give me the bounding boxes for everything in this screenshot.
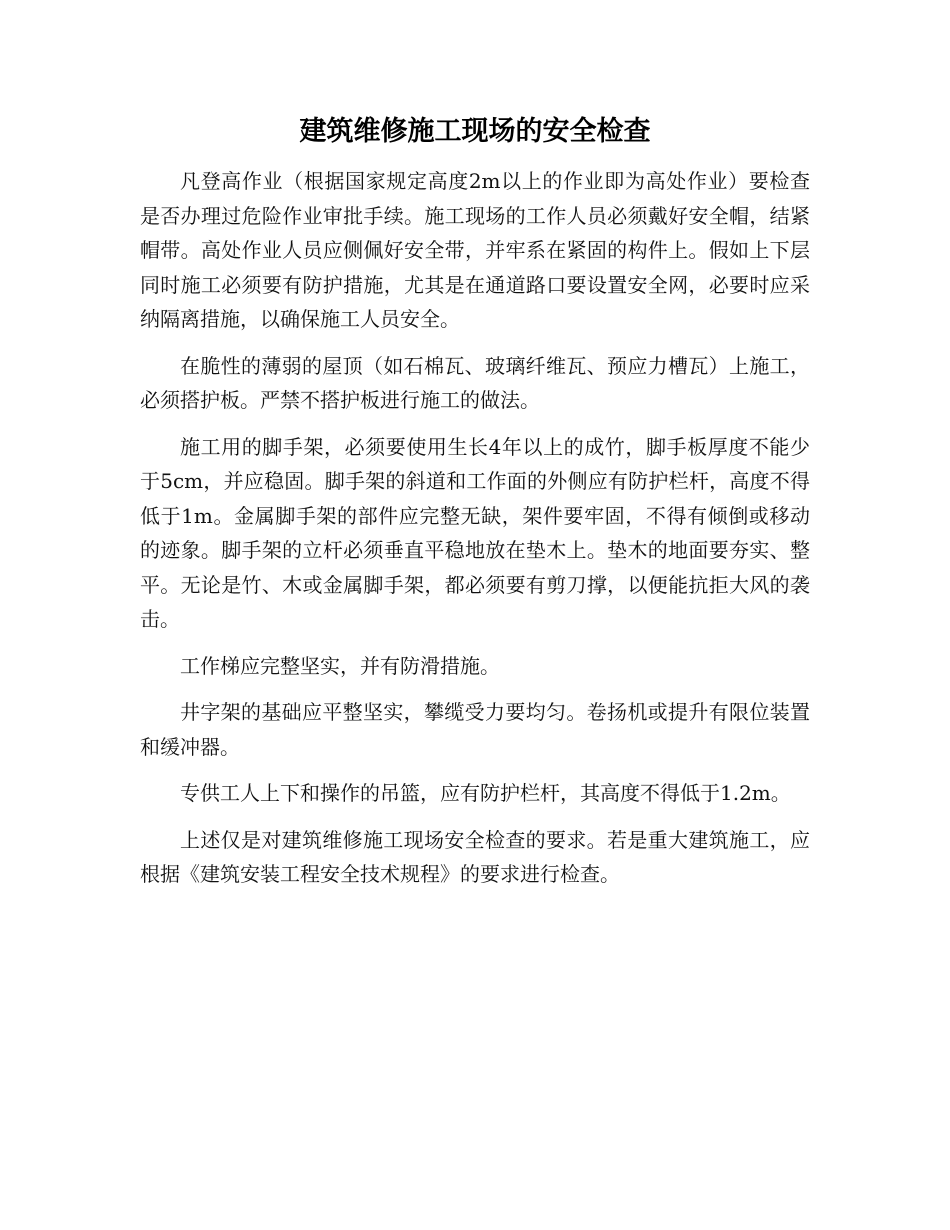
paragraph-hoist-frame: 井字架的基础应平整坚实，攀缆受力要均匀。卷扬机或提升有限位装置和缓冲器。 [140, 700, 810, 759]
paragraph-high-altitude-work: 凡登高作业（根据国家规定高度2m以上的作业即为高处作业）要检查是否办理过危险作业审批手续。施工现场的工作人员必须戴好安全帽，结紧帽带。高处作业人员应侧佩好安全带，并牢系在紧固的构件上。假如上下层同时施工必须要有防护措施，尤其是在通道路口要设置安全网，必要时应采纳隔离措施，以确保施工人员安全。 [140, 169, 810, 331]
paragraph-hanging-basket: 专供工人上下和操作的吊篮，应有防护栏杆，其高度不得低于1.2m。 [180, 781, 791, 805]
paragraph-fragile-roof: 在脆性的薄弱的屋顶（如石棉瓦、玻璃纤维瓦、预应力槽瓦）上施工，必须搭护板。严禁不搭护板进行施工的做法。 [140, 353, 810, 412]
paragraph-scaffolding: 施工用的脚手架，必须要使用生长4年以上的成竹，脚手板厚度不能少于5cm，并应稳固。脚手架的斜道和工作面的外侧应有防护栏杆，高度不得低于1m。金属脚手架的部件应完整无缺，架件要牢固，不得有倾倒或移动的迹象。脚手架的立杆必须垂直平稳地放在垫木上。垫木的地面要夯实、整平。无论是竹、木或金属脚手架，都必须要有剪刀撑，以便能抗拒大风的袭击。 [140, 434, 810, 631]
document-body [140, 164, 810, 904]
paragraph-summary: 上述仅是对建筑维修施工现场安全检查的要求。若是重大建筑施工，应根据《建筑安装工程安全技术规程》的要求进行检查。 [140, 827, 810, 886]
document-title: 建筑维修施工现场的安全检查 [299, 116, 651, 147]
paragraph-work-ladder: 工作梯应完整坚实，并有防滑措施。 [180, 653, 500, 678]
